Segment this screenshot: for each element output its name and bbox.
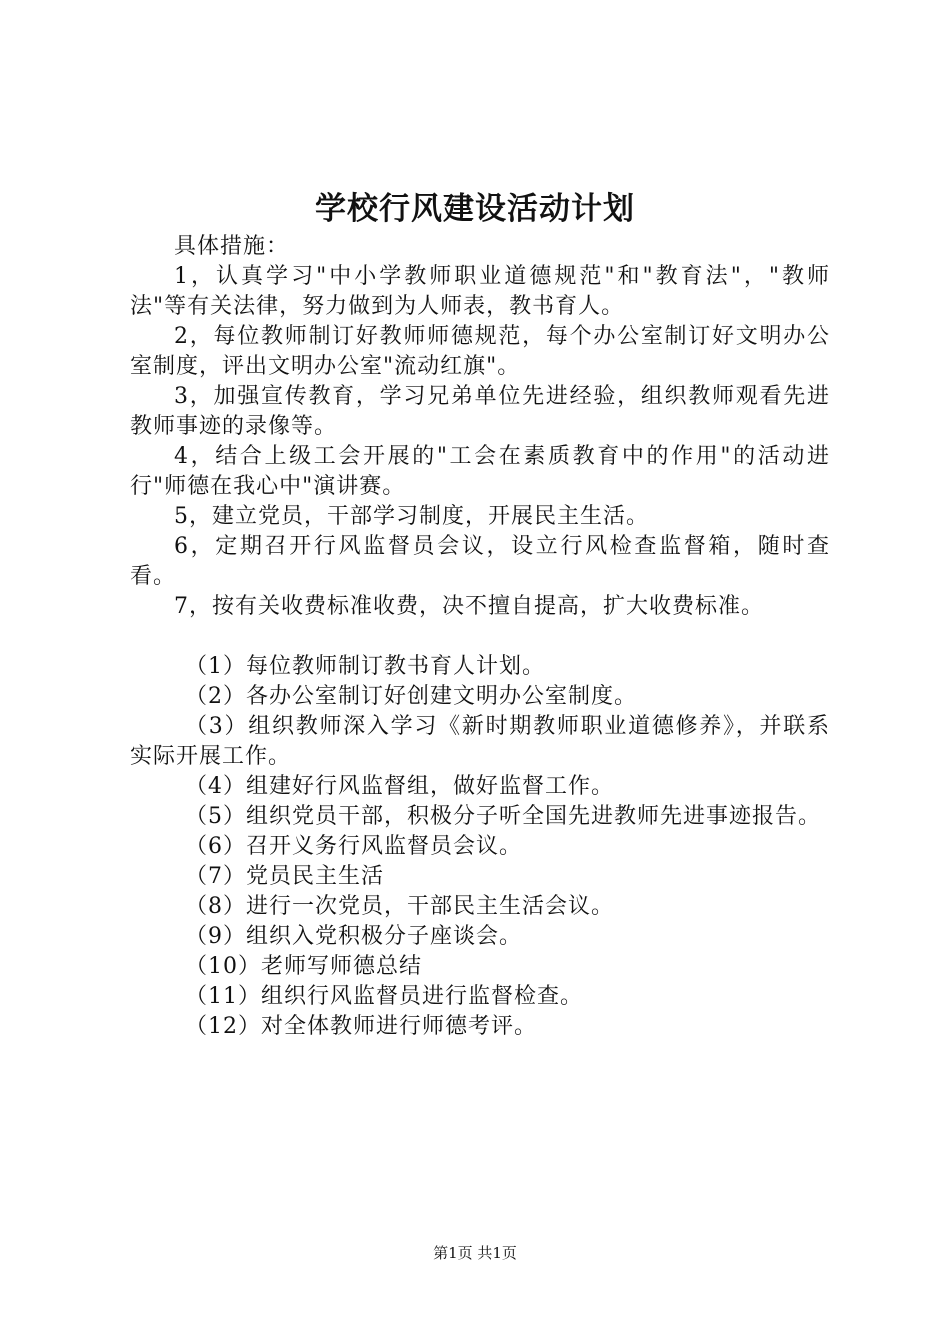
activity-item: （4）组建好行风监督组，做好监督工作。 [185,774,614,799]
activity-item: （8）进行一次党员，干部民主生活会议。 [185,894,614,919]
activity-item: （5）组织党员干部，积极分子听全国先进教师先进事迹报告。 [185,804,821,829]
activity-item: （10）老师写师德总结 [185,954,422,979]
measure-paragraph: 2，每位教师制订好教师师德规范，每个办公室制订好文明办公室制度，评出文明办公室"流动红旗"。 [130,324,830,379]
activity-item: （2）各办公室制订好创建文明办公室制度。 [185,684,637,709]
measure-paragraph: 6，定期召开行风监督员会议，设立行风检查监督箱，随时查看。 [130,534,830,589]
measure-paragraph: 7，按有关收费标准收费，决不擅自提高，扩大收费标准。 [174,594,764,619]
paragraph-gap [130,622,830,652]
measure-paragraph: 3，加强宣传教育，学习兄弟单位先进经验，组织教师观看先进教师事迹的录像等。 [130,384,830,439]
activity-item: （7）党员民主生活 [185,864,384,889]
activity-item: （1）每位教师制订教书育人计划。 [185,654,545,679]
document-title: 学校行风建设活动计划 [315,191,635,227]
activity-item: （3）组织教师深入学习《新时期教师职业道德修养》，并联系实际开展工作。 [130,714,830,769]
activity-item: （9）组织入党积极分子座谈会。 [185,924,522,949]
measure-paragraph: 5，建立党员，干部学习制度，开展民主生活。 [174,504,649,529]
page-footer: 第1页 共1页 [433,1244,517,1262]
measure-paragraph: 1，认真学习"中小学教师职业道德规范"和"教育法"，"教师法"等有关法律，努力做到为人师表，教书育人。 [130,264,830,319]
intro-paragraph: 具体措施： [174,234,290,259]
measure-paragraph: 4，结合上级工会开展的"工会在素质教育中的作用"的活动进行"师德在我心中"演讲赛。 [130,444,830,499]
activity-item: （12）对全体教师进行师德考评。 [185,1014,537,1039]
activity-item: （11）组织行风监督员进行监督检查。 [185,984,583,1009]
activity-item: （6）召开义务行风监督员会议。 [185,834,522,859]
document-body [130,232,830,1042]
